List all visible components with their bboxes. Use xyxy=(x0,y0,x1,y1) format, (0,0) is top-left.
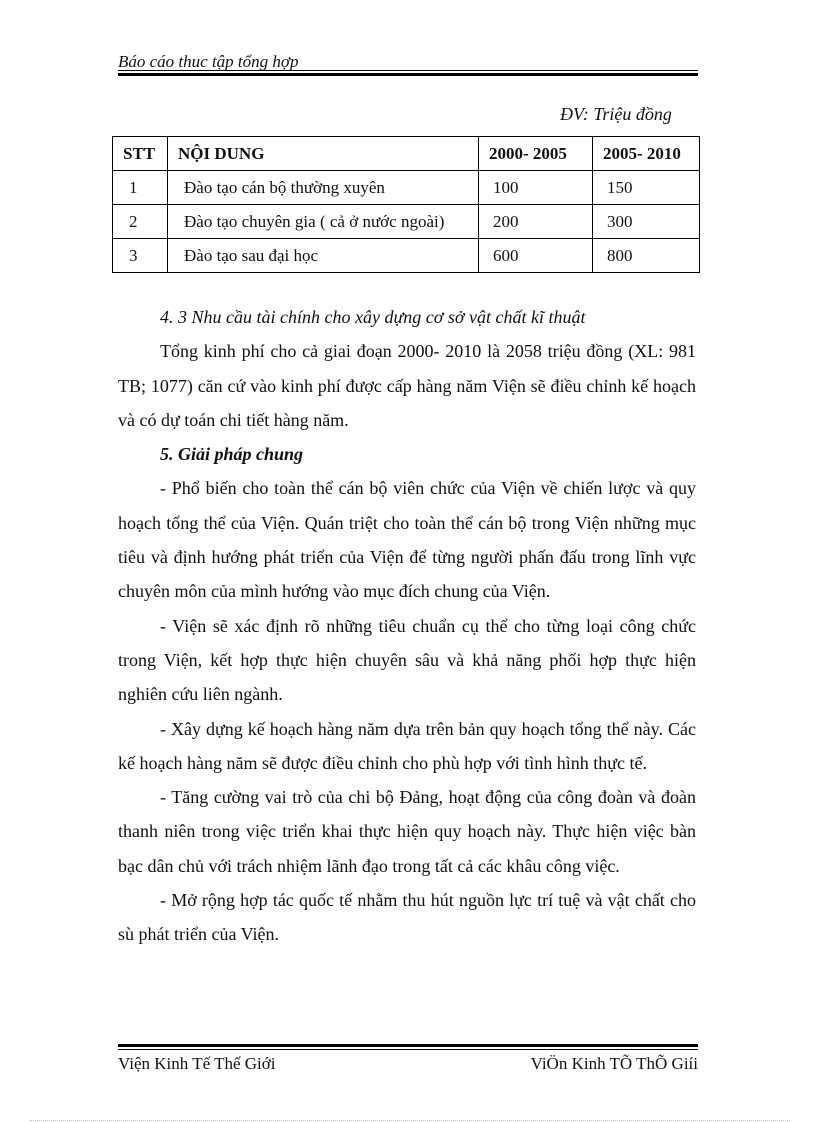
footer-row xyxy=(118,1054,698,1074)
cell-content: Đào tạo cán bộ thường xuyên xyxy=(168,171,479,205)
cell-content: Đào tạo sau đại học xyxy=(168,239,479,273)
cell-stt: 2 xyxy=(113,205,168,239)
cell-value: 150 xyxy=(593,171,700,205)
header-title: Báo cáo thuc tập tổng hợp xyxy=(118,52,299,71)
page-bottom-divider xyxy=(30,1120,790,1121)
table-row xyxy=(113,239,700,273)
paragraph: Tổng kinh phí cho cả giai đoạn 2000- 2010 là 2058 triệu đồng (XL: 981 TB; 1077) căn cứ vào kinh phí được cấp hàng năm Viện sẽ điều chỉnh kế hoạch và có dự toán chi tiết hàng năm. xyxy=(118,341,696,430)
paragraph: - Viện sẽ xác định rõ những tiêu chuẩn cụ thể cho từng loại công chức trong Viện, kết hợp thực hiện chuyên sâu và khả năng phối hợp thực hiện nghiên cứu liên ngành. xyxy=(118,615,696,705)
document-body xyxy=(118,300,696,952)
section-heading: 5. Giải pháp chung xyxy=(160,444,304,465)
header-rule-thick xyxy=(118,73,698,76)
cell-content: Đào tạo chuyên gia ( cả ở nước ngoài) xyxy=(168,205,479,239)
header-period-2: 2005- 2010 xyxy=(593,137,700,171)
budget-table xyxy=(112,136,700,273)
cell-stt: 3 xyxy=(113,239,168,273)
paragraph: - Xây dựng kế hoạch hàng năm dựa trên bản quy hoạch tổng thể này. Các kế hoạch hàng năm sẽ được điều chỉnh cho phù hợp với tình hình thực tế. xyxy=(118,718,696,773)
cell-value: 600 xyxy=(479,239,593,273)
cell-value: 100 xyxy=(479,171,593,205)
header-content: NỘI DUNG xyxy=(168,137,479,171)
footer-rule-thin xyxy=(118,1049,698,1050)
paragraph: - Phổ biến cho toàn thể cán bộ viên chức của Viện về chiến lược và quy hoạch tổng thể của Viện. Quán triệt cho toàn thể cán bộ trong Viện những mục tiêu và định hướng phát triển của Viện để từng người phấn đấu trong lĩnh vực chuyên môn của mình hướng vào mục đích chung của Viện. xyxy=(118,478,696,602)
table-row xyxy=(113,205,700,239)
cell-value: 200 xyxy=(479,205,593,239)
page-header xyxy=(118,52,698,72)
cell-stt: 1 xyxy=(113,171,168,205)
header-period-1: 2000- 2005 xyxy=(479,137,593,171)
paragraph: - Mở rộng hợp tác quốc tế nhằm thu hút nguồn lực trí tuệ và vật chất cho sù phát triển của Viện. xyxy=(118,890,696,945)
cell-value: 800 xyxy=(593,239,700,273)
unit-label: ĐV: Triệu đồng xyxy=(560,104,672,124)
footer-right-text: ViÖn Kinh TÕ ThÕ Giíi xyxy=(530,1054,698,1073)
table-header-row xyxy=(113,137,700,171)
header-stt: STT xyxy=(113,137,168,171)
footer-rule-thick xyxy=(118,1044,698,1047)
subsection-title: 4. 3 Nhu cầu tài chính cho xây dựng cơ sở vật chất kĩ thuật xyxy=(160,307,586,327)
cell-value: 300 xyxy=(593,205,700,239)
table-row xyxy=(113,171,700,205)
paragraph: - Tăng cường vai trò của chi bộ Đảng, hoạt động của công đoàn và đoàn thanh niên trong việc triển khai thực hiện quy hoạch này. Thực hiện việc bàn bạc dân chủ với trách nhiệm lãnh đạo trong tất cả các khâu công việc. xyxy=(118,787,696,876)
footer-left-text: Viện Kinh Tế Thế Giới xyxy=(118,1054,276,1073)
header-rule-thin xyxy=(118,70,698,71)
